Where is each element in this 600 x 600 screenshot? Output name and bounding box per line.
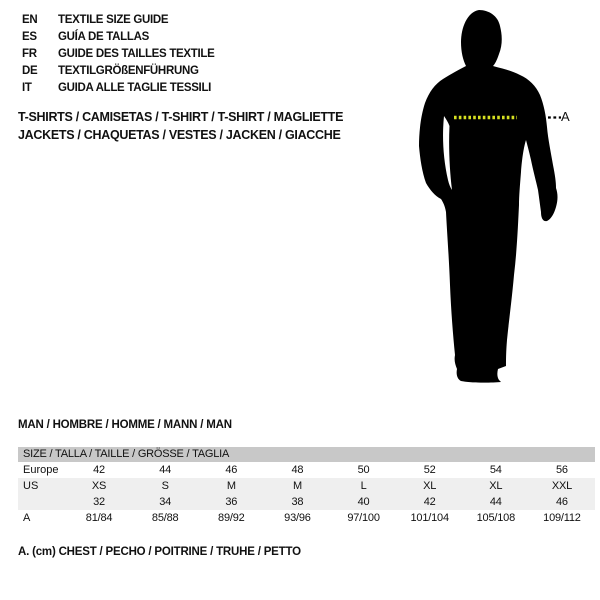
measure-label-a: A: [561, 109, 570, 124]
garment-line-tshirts: T-SHIRTS / CAMISETAS / T-SHIRT / T-SHIRT / MAGLIETTE: [18, 110, 344, 124]
size-cell: 46: [556, 496, 568, 508]
size-cell: 101/104: [410, 512, 449, 524]
lang-row-en: [22, 12, 215, 29]
size-cell: M: [226, 480, 236, 492]
lang-row-de: [22, 63, 215, 80]
lang-row-it: [22, 80, 215, 97]
table-row-europe: [18, 462, 595, 478]
size-table: [18, 447, 595, 526]
lang-title: TEXTILE SIZE GUIDE: [58, 14, 169, 26]
size-cell: XL: [489, 480, 503, 492]
table-row-us: [18, 478, 595, 494]
size-cell: XS: [91, 480, 107, 492]
row-label-blank: [18, 494, 66, 510]
garment-line-jackets: JACKETS / CHAQUETAS / VESTES / JACKEN / GIACCHE: [18, 128, 341, 142]
size-cell: 44: [159, 464, 172, 476]
lang-code: ES: [22, 31, 37, 43]
size-cell: 34: [159, 496, 172, 508]
size-cell: 109/112: [543, 512, 581, 524]
size-cell: 54: [489, 464, 502, 476]
size-cell: 52: [423, 464, 436, 476]
size-cell: 50: [357, 464, 370, 476]
table-row-us-numeric: [18, 494, 595, 510]
size-cell: 48: [291, 464, 304, 476]
lang-code: FR: [22, 48, 37, 60]
size-cell: 81/84: [85, 512, 113, 524]
row-label-a: A: [23, 512, 31, 524]
size-cell: 32: [93, 496, 105, 508]
lang-row-fr: [22, 46, 215, 63]
lang-row-es: [22, 29, 215, 46]
lang-code: EN: [22, 14, 38, 26]
size-cell: 46: [225, 464, 238, 476]
row-label-us: US: [23, 480, 39, 492]
lang-title: GUIDE DES TAILLES TEXTILE: [58, 48, 215, 60]
garment-types: [18, 108, 343, 144]
size-cell: 38: [291, 496, 304, 508]
lang-title: TEXTILGRÖßENFÜHRUNG: [58, 65, 199, 77]
row-label-europe: Europe: [23, 464, 59, 476]
size-cell: XL: [423, 480, 437, 492]
size-cell: L: [360, 480, 367, 492]
section-title-man: MAN / HOMBRE / HOMME / MANN / MAN: [18, 419, 232, 431]
size-cell: 105/108: [476, 512, 515, 524]
language-list: [22, 12, 215, 97]
size-cell: 42: [423, 496, 436, 508]
size-cell: 85/88: [151, 512, 179, 524]
size-cell: M: [292, 480, 302, 492]
size-cell: 40: [357, 496, 370, 508]
footnote-chest-measure: A. (cm) CHEST / PECHO / POITRINE / TRUHE / PETTO: [18, 546, 301, 558]
lang-title: GUIDA ALLE TAGLIE TESSILI: [58, 82, 212, 94]
lang-code: IT: [22, 82, 32, 94]
size-cell: 36: [225, 496, 238, 508]
man-silhouette: [405, 0, 600, 400]
size-table-header: SIZE / TALLA / TAILLE / GRÖSSE / TAGLIA: [18, 447, 595, 462]
size-cell: XXL: [551, 480, 573, 492]
size-cell: S: [161, 480, 169, 492]
man-body-shape: [419, 10, 558, 383]
lang-title: GUÍA DE TALLAS: [58, 31, 149, 43]
lang-code: DE: [22, 65, 38, 77]
table-row-chest-a: [18, 510, 595, 526]
size-cell: 44: [489, 496, 502, 508]
size-cell: 56: [556, 464, 568, 476]
size-cell: 89/92: [218, 512, 245, 524]
size-cell: 93/96: [284, 512, 311, 524]
size-cell: 97/100: [347, 512, 380, 524]
size-cell: 42: [93, 464, 105, 476]
